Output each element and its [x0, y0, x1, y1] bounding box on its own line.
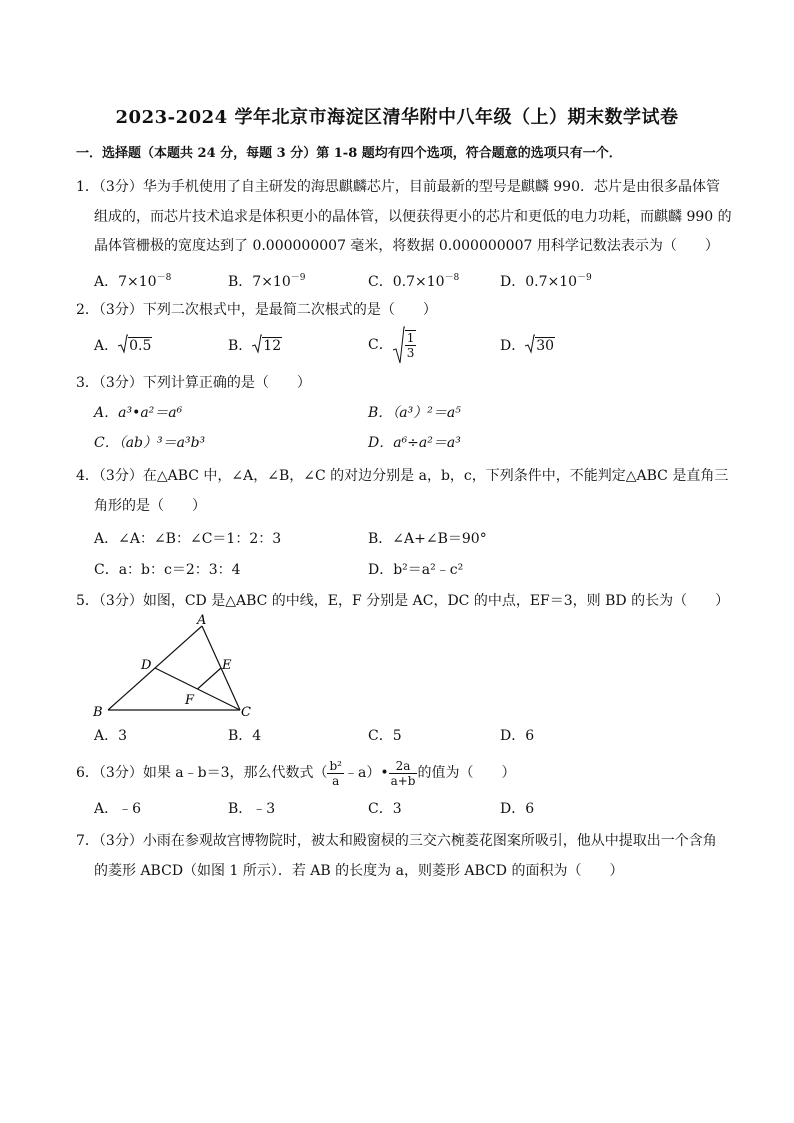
question-4-line-1: 4．（3分）在△ABC 中，∠A，∠B，∠C 的对边分别是 a，b，c，下列条件中，不能判定△ABC 是直角三 [76, 468, 729, 484]
question-2-option-d[interactable]: D． 30 [500, 334, 555, 356]
segment-ef [198, 668, 222, 689]
question-2-option-a[interactable]: A． 0.5 [94, 334, 152, 356]
radical-icon [118, 334, 128, 354]
question-6-stem: 6．（3分）如果 a﹣b＝3，那么代数式（ $\frac{\text{b²}}{a}$ ﹣a）• $\frac{2a}{a+b}$ 的值为（ ） [76, 758, 516, 788]
question-4-option-b[interactable]: B．∠A+∠B＝90° [368, 531, 487, 547]
question-1-option-b[interactable]: B．$7\times 10^{-9}$ [228, 273, 306, 290]
question-6-option-a[interactable]: A．﹣6 [94, 801, 142, 817]
label-e: E [222, 658, 232, 673]
question-4-option-d[interactable]: D．b²＝a²﹣c² [368, 562, 464, 578]
label-a: A [197, 613, 207, 628]
label-f: F [185, 693, 195, 708]
page-title: 2023-2024 学年北京市海淀区清华附中八年级（上）期末数学试卷 [115, 107, 679, 128]
question-3-option-d[interactable]: D．a⁶÷a²＝a³ [368, 435, 461, 451]
question-7-line-2: 的菱形 ABCD（如图 1 所示）．若 AB 的长度为 a，则菱形 ABCD 的面积为（ ） [94, 863, 624, 879]
label-c: C [241, 705, 251, 720]
question-7-line-1: 7．（3分）小雨在参观故宫博物院时，被太和殿窗棂的三交六椀菱花图案所吸引，他从中提取出一个含角 [76, 833, 717, 849]
question-1-line-2: 组成的，而芯片技术追求是体积更小的晶体管，以便获得更小的芯片和更低的电力功耗，而麒麟 990 的 [94, 209, 732, 225]
question-1-option-d[interactable]: D．$0.7\times 10^{-9}$ [500, 273, 592, 290]
radical-icon [525, 334, 535, 354]
question-4-line-2: 角形的是（ ） [94, 498, 206, 514]
question-5-option-d[interactable]: D．6 [500, 728, 535, 744]
question-3-option-a[interactable]: A．a³•a²＝a⁶ [94, 405, 183, 421]
question-1-option-a[interactable]: A．$7\times 10^{-8}$ [94, 273, 172, 290]
question-1-line-3: 晶体管栅极的宽度达到了 0.000000007 毫米，将数据 0.000000007 用科学记数法表示为（ ） [94, 238, 719, 254]
question-3-option-b[interactable]: B．（a³）²＝a⁵ [368, 405, 461, 421]
question-6-option-b[interactable]: B．﹣3 [228, 801, 276, 817]
fraction: $\frac{2a}{a+b}$ [390, 758, 416, 788]
question-5-option-b[interactable]: B．4 [228, 728, 262, 744]
fraction: $\frac{\text{b²}}{a}$ [329, 758, 342, 788]
label-d: D [141, 658, 152, 673]
question-2-option-b[interactable]: B． 12 [228, 334, 282, 356]
question-5-option-a[interactable]: A．3 [94, 728, 128, 744]
question-1-option-c[interactable]: C．$0.7\times 10^{-8}$ [368, 273, 460, 290]
question-2-option-c[interactable]: C． $\frac{1}{3}$ [368, 326, 416, 364]
question-3-stem: 3．（3分）下列计算正确的是（ ） [76, 375, 311, 391]
label-b: B [93, 705, 103, 720]
question-2-stem: 2．（3分）下列二次根式中，是最简二次根式的是（ ） [76, 302, 437, 318]
question-5-option-c[interactable]: C．5 [368, 728, 402, 744]
question-3-option-c[interactable]: C．（ab）³＝a³b³ [94, 435, 206, 451]
question-1-line-1: 1．（3分）华为手机使用了自主研发的海思麒麟芯片，目前最新的型号是麒麟 990．芯片是由很多晶体管 [76, 179, 720, 195]
question-4-option-a[interactable]: A．∠A：∠B：∠C＝1：2：3 [94, 531, 282, 547]
section-header: 一．选择题（本题共 24 分，每题 3 分）第 1-8 题均有四个选项，符合题意的选项只有一个． [76, 146, 622, 161]
question-5-stem: 5．（3分）如图，CD 是△ABC 的中线，E，F 分别是 AC，DC 的中点，EF＝3，则 BD 的长为（ ） [76, 593, 730, 609]
question-6-option-d[interactable]: D．6 [500, 801, 535, 817]
fraction: $\frac{1}{3}$ [406, 331, 415, 360]
radical-icon [252, 334, 262, 354]
question-6-option-c[interactable]: C．3 [368, 801, 402, 817]
triangle-figure [88, 612, 268, 722]
question-4-option-c[interactable]: C．a：b：c＝2：3：4 [94, 562, 241, 578]
radical-icon [393, 326, 405, 364]
